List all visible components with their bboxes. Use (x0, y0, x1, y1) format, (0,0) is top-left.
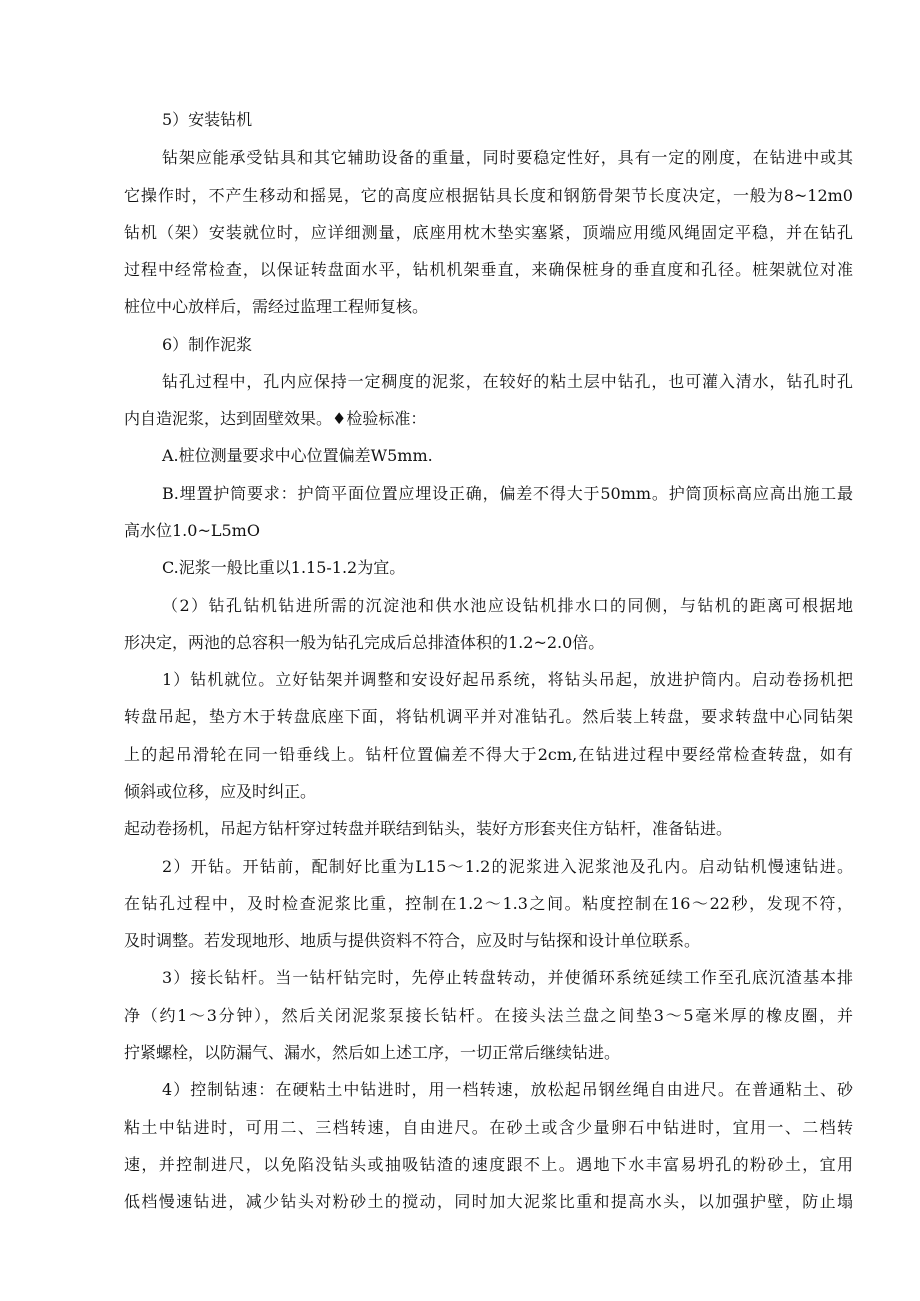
paragraph-line: 钻孔过程中，孔内应保持一定稠度的泥浆，在较好的粘土层中钻孔，也可灌入清水，钻孔时孔 (162, 372, 853, 391)
paragraph-line: 拧紧螺栓，以防漏气、漏水，然后如上述工序，一切正常后继续钻进。 (124, 1043, 621, 1062)
paragraph-line: 内自造泥浆，达到固壁效果。♦检验标准： (124, 409, 427, 428)
paragraph-line: 粘土中钻进时，可用二、三档转速，自由进尺。在砂土或含少量卵石中钻进时，宜用一、二档转 (124, 1118, 853, 1137)
paragraph-line: 高水位1.0~L5mO (124, 521, 260, 540)
paragraph-line: 低档慢速钻进，减少钻头对粉砂土的搅动，同时加大泥浆比重和提高水头，以加强护壁，防止塌 (124, 1192, 853, 1211)
step-extend-drill-rod: 3）接长钻杆。当一钻杆钻完时，先停止转盘转动，并使循环系统延续工作至孔底沉渣基本排 (162, 968, 853, 987)
paragraph-line: 倾斜或位移，应及时纠正。 (124, 782, 317, 801)
paragraph-line: 钻架应能承受钻具和其它辅助设备的重量，同时要稳定性好，具有一定的刚度，在钻进中或其 (162, 148, 853, 167)
standard-item-a: A.桩位测量要求中心位置偏差W5mm. (162, 446, 433, 465)
paragraph-line: 桩位中心放样后，需经过监理工程师复核。 (124, 297, 429, 316)
paragraph-line: （2）钻孔钻机钻进所需的沉淀池和供水池应设钻机排水口的同侧，与钻机的距离可根据地 (162, 596, 853, 615)
paragraph-line: 净（约1～3分钟），然后关闭泥浆泵接长钻杆。在接头法兰盘之间垫3～5毫米厚的橡皮圈，并 (124, 1006, 853, 1025)
paragraph-line: 它操作时，不产生移动和摇晃，它的高度应根据钻具长度和钢筋骨架节长度决定，一般为8~12m0 (124, 186, 853, 205)
heading-install-drill: 5）安装钻机 (162, 110, 253, 129)
step-start-drilling: 2）开钻。开钻前，配制好比重为L15～1.2的泥浆进入泥浆池及孔内。启动钻机慢速钻进。 (162, 857, 853, 876)
heading-make-slurry: 6）制作泥浆 (162, 335, 253, 354)
paragraph-line: 速，并控制进尺，以免陷没钻头或抽吸钻渣的速度跟不上。遇地下水丰富易坍孔的粉砂土，宜用 (124, 1155, 853, 1174)
paragraph-line: 钻机（架）安装就位时，应详细测量，底座用枕木垫实塞紧，顶端应用缆风绳固定平稳，并在钻孔 (124, 223, 853, 242)
step-control-speed: 4）控制钻速：在硬粘土中钻进时，用一档转速，放松起吊钢丝绳自由进尺。在普通粘土、砂 (162, 1080, 853, 1099)
paragraph-line: 起动卷扬机，吊起方钻杆穿过转盘并联结到钻头，装好方形套夹住方钻杆，准备钻进。 (124, 819, 733, 838)
paragraph-line: 及时调整。若发现地形、地质与提供资料不符合，应及时与钻探和设计单位联系。 (124, 931, 701, 950)
standard-item-c: C.泥浆一般比重以1.15-1.2为宜。 (162, 558, 406, 577)
step-drill-positioning: 1）钻机就位。立好钻架并调整和安设好起吊系统，将钻头吊起，放进护筒内。启动卷扬机把 (162, 670, 853, 689)
paragraph-line: 在钻孔过程中，及时检查泥浆比重，控制在1.2～1.3之间。粘度控制在16～22秒，发现不符， (124, 894, 853, 913)
paragraph-line: 转盘吊起，垫方木于转盘底座下面，将钻机调平并对准钻孔。然后装上转盘，要求转盘中心同钻架 (124, 707, 853, 726)
paragraph-line: 形决定，两池的总容积一般为钻孔完成后总排渣体积的1.2~2.0倍。 (124, 633, 605, 652)
standard-item-b: B.埋置护筒要求：护筒平面位置应埋设正确，偏差不得大于50mm。护筒顶标高应高出施工最 (162, 484, 853, 503)
paragraph-line: 过程中经常检查，以保证转盘面水平，钻机机架垂直，来确保桩身的垂直度和孔径。桩架就位对准 (124, 260, 853, 279)
paragraph-line: 上的起吊滑轮在同一铅垂线上。钻杆位置偏差不得大于2cm,在钻进过程中要经常检查转盘，如有 (124, 745, 853, 764)
